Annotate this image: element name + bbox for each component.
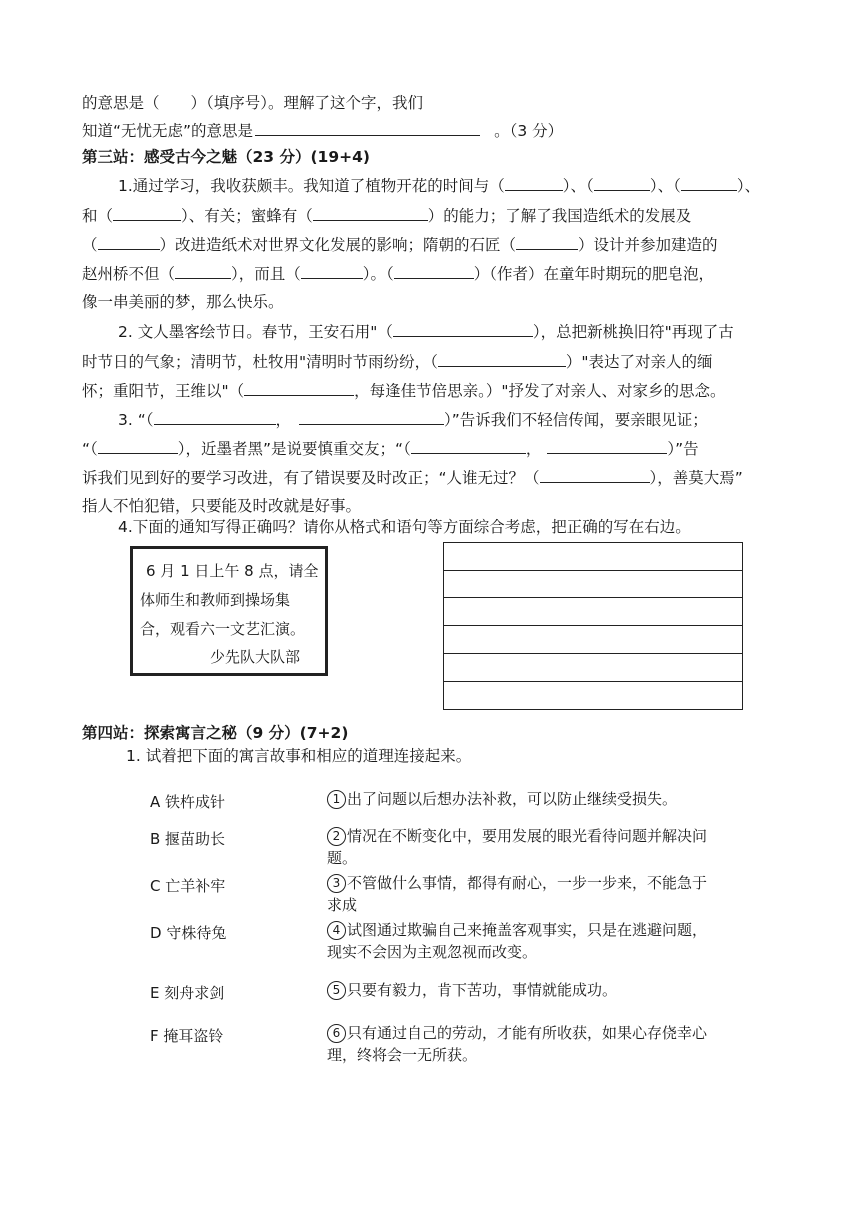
question-fragment-line-2: 知道“无忧无虑”的意思是 。（3 分） <box>82 119 563 142</box>
fable-item-a[interactable]: A 铁杵成针 <box>150 793 226 811</box>
notice-box <box>130 546 328 676</box>
question-fragment-line-1 <box>82 92 423 114</box>
q1-line-2: 和（ ）、有关；蜜蜂有（ ）的能力；了解了我国造纸术的发展及 <box>82 204 691 227</box>
moral-number: 6 <box>327 1024 346 1043</box>
section-4-title: 第四站：探索寓言之秘（9 分）(7+2) <box>82 724 349 742</box>
q2-line-2: 时节日的气象；清明节，杜牧用"清明时节雨纷纷，（ ）"表达了对亲人的缅 <box>82 350 713 373</box>
moral-item-5[interactable]: 5 只要有毅力，肯下苦功，事情就能成功。 <box>327 979 767 1001</box>
moral-item-6[interactable]: 6 只有通过自己的劳动，才能有所收获，如果心存侥幸心 理，终将会一无所获。 <box>327 1024 708 1064</box>
q3-line-2: “（ ），近墨者黑”是说要慎重交友；“（ ， ）”告 <box>82 437 699 460</box>
moral-number: 3 <box>327 874 346 893</box>
notice-line: 6 月 1 日上午 8 点，请全 <box>146 562 319 580</box>
answer-blank[interactable] <box>244 379 354 396</box>
answer-blank[interactable] <box>175 262 231 279</box>
moral-item-4[interactable]: 4 试图通过欺骗自己来掩盖客观事实，只是在逃避问题， 现实不会因为主观忽视而改变。 <box>327 921 708 961</box>
answer-blank[interactable] <box>516 233 578 250</box>
q1-line-3: （ ）改进造纸术对世界文化发展的影响；隋朝的石匠（ ）设计并参加建造的 <box>82 233 718 256</box>
answer-blank[interactable] <box>98 233 160 250</box>
q1-prompt: 1. 试着把下面的寓言故事和相应的道理连接起来。 <box>126 747 472 765</box>
moral-item-2[interactable]: 2 情况在不断变化中，要用发展的眼光看待问题并解决问 题。 <box>327 827 708 867</box>
answer-blank[interactable] <box>681 174 737 191</box>
moral-number: 5 <box>327 981 346 1000</box>
moral-number: 4 <box>327 921 346 940</box>
fable-item-c[interactable]: C 亡羊补牢 <box>150 877 226 895</box>
answer-blank[interactable] <box>505 174 563 191</box>
answer-blank[interactable] <box>255 119 480 136</box>
answer-blank[interactable] <box>113 204 181 221</box>
moral-item-3[interactable]: 3 不管做什么事情，都得有耐心，一步一步来，不能急于 求成 <box>327 874 708 914</box>
writing-line <box>444 653 742 654</box>
fable-item-d[interactable]: D 守株待兔 <box>150 924 227 942</box>
notice-signature: 少先队大队部 <box>210 648 301 666</box>
fable-item-b[interactable]: B 揠苗助长 <box>150 830 226 848</box>
q1-line-4: 赵州桥不但（ ），而且（ ）。（ ）（作者）在童年时期玩的肥皂泡， <box>82 262 714 285</box>
moral-number: 2 <box>327 827 346 846</box>
answer-blank[interactable] <box>98 437 178 454</box>
answer-blank[interactable] <box>540 466 650 483</box>
answer-blank[interactable] <box>547 437 667 454</box>
writing-line <box>444 570 742 571</box>
q2-line-1: 2. 文人墨客绘节日。春节，王安石用"（ ），总把新桃换旧符"再现了古 <box>118 320 734 343</box>
q1-line-1: 1.通过学习，我收获颇丰。我知道了植物开花的时间与（ ）、（ ）、（ ）、 <box>118 174 760 197</box>
answer-blank[interactable] <box>299 408 444 425</box>
answer-blank[interactable] <box>438 350 566 367</box>
answer-blank[interactable] <box>313 204 428 221</box>
q3-line-1: 3. “（ ， ）”告诉我们不轻信传闻，要亲眼见证； <box>118 408 708 431</box>
q4-prompt: 4.下面的通知写得正确吗？请你从格式和语句等方面综合考虑，把正确的写在右边。 <box>118 518 691 536</box>
writing-line <box>444 597 742 598</box>
q3-line-3: 诉我们见到好的要学习改进，有了错误要及时改正；“人谁无过？（ ），善莫大焉” <box>82 466 743 489</box>
notice-line: 体师生和教师到操场集 <box>140 591 291 609</box>
answer-blank[interactable] <box>393 320 533 337</box>
q1-line-5: 像一串美丽的梦，那么快乐。 <box>82 293 284 311</box>
answer-writing-box[interactable] <box>443 542 743 710</box>
answer-blank[interactable] <box>154 408 276 425</box>
answer-blank[interactable] <box>301 262 363 279</box>
answer-blank[interactable] <box>411 437 526 454</box>
writing-line <box>444 681 742 682</box>
writing-line <box>444 625 742 626</box>
fable-item-f[interactable]: F 掩耳盗铃 <box>150 1027 224 1045</box>
moral-item-1[interactable]: 1 出了问题以后想办法补救，可以防止继续受损失。 <box>327 788 767 810</box>
notice-line: 合，观看六一文艺汇演。 <box>140 620 306 638</box>
q2-line-3: 怀；重阳节，王维以"（ ，每逢佳节倍思亲。）"抒发了对亲人、对家乡的思念。 <box>82 379 726 402</box>
answer-blank[interactable] <box>594 174 650 191</box>
moral-number: 1 <box>327 790 346 809</box>
q3-line-4: 指人不怕犯错，只要能及时改就是好事。 <box>82 497 362 515</box>
section-3-title: 第三站：感受古今之魅（23 分）(19+4) <box>82 148 370 166</box>
answer-blank[interactable] <box>394 262 474 279</box>
question-fragment-text: 的意思是（ ）（填序号）。理解了这个字，我们 <box>82 94 424 112</box>
fable-item-e[interactable]: E 刻舟求剑 <box>150 984 225 1002</box>
